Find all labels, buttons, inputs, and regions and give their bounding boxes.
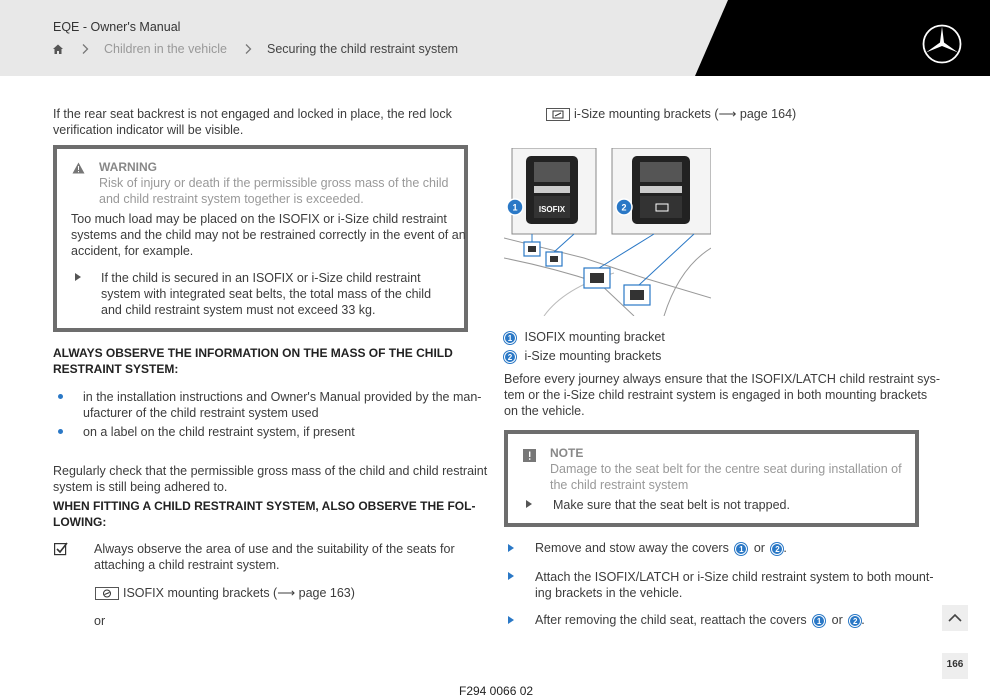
step-remove-covers: Remove and stow away the covers 1 or 2 . <box>535 541 787 555</box>
number-2-icon: 2 <box>849 615 861 627</box>
list-item: in the installation instructions and Owner's Manual provided by the man- ufacturer of the child restraint system used <box>83 390 482 420</box>
arrow-right-icon <box>508 616 514 624</box>
regular-check-text: Regularly check that the permissible gross mass of the child and child restraint system is still being adhered to. <box>53 464 488 494</box>
step-attach-system: Attach the ISOFIX/LATCH or i-Size child restraint system to both mount- ing brackets in the vehicle. <box>535 570 934 600</box>
bullet-dot-icon <box>58 394 63 399</box>
isofix-page-reference-link[interactable]: ISOFIX mounting brackets (⟶ page 163) <box>123 586 355 600</box>
chevron-right-icon <box>243 43 253 55</box>
page-number: 166 <box>946 659 964 670</box>
checkbox-checked-icon <box>54 542 68 559</box>
page-number-button[interactable] <box>942 653 968 679</box>
figure-code: F294 0066 02 <box>459 684 534 698</box>
isofix-figure-label: ISOFIX <box>538 205 566 214</box>
note-bullet: Make sure that the seat belt is not trapped. <box>553 498 790 512</box>
scroll-to-top-button[interactable] <box>942 605 968 631</box>
arrow-right-icon <box>508 544 514 552</box>
heading-fitting: WHEN FITTING A CHILD RESTRAINT SYSTEM, ALSO OBSERVE THE FOL- LOWING: <box>53 499 476 529</box>
legend-item-2: 2 i-Size mounting brackets <box>504 348 661 364</box>
warning-body: Too much load may be placed on the ISOFIX or i-Size child restraint systems and the child may not be restrained correctly in the event of an accident, for example. <box>71 212 466 258</box>
list-item: on a label on the child restraint system, if present <box>83 425 355 439</box>
number-2-icon: 2 <box>771 543 783 555</box>
isize-page-reference-link[interactable]: i-Size mounting brackets (⟶ page 164) <box>574 107 797 121</box>
note-title: NOTE <box>550 446 584 460</box>
note-exclamation-icon <box>523 449 536 465</box>
arrow-right-icon <box>526 500 532 508</box>
warning-title: WARNING <box>99 160 157 174</box>
heading-mass-info: ALWAYS OBSERVE THE INFORMATION ON THE MASS OF THE CHILD RESTRAINT SYSTEM: <box>53 346 453 376</box>
callout-2: 2 <box>621 202 627 213</box>
step-reattach-covers: After removing the child seat, reattach the covers 1 or 2 . <box>535 613 865 627</box>
number-2-icon: 2 <box>504 351 516 363</box>
home-icon[interactable] <box>52 43 64 55</box>
before-journey-text: Before every journey always ensure that the ISOFIX/LATCH child restraint sys- tem or the i-Size child restraint system is engaged in both mounting brackets on the vehicle. <box>504 372 941 418</box>
note-subtitle: Damage to the seat belt for the centre seat during installation of the child restraint system <box>550 462 902 492</box>
number-1-icon: 1 <box>735 543 747 555</box>
breadcrumb-link-children[interactable]: Children in the vehicle <box>104 42 227 56</box>
number-1-icon: 1 <box>504 332 516 344</box>
number-1-icon: 1 <box>813 615 825 627</box>
callout-1: 1 <box>512 202 518 213</box>
breadcrumb-current: Securing the child restraint system <box>267 42 459 56</box>
intro-text: If the rear seat backrest is not engaged and locked in place, the red lock verification indicator will be visible. <box>53 107 452 137</box>
or-text: or <box>94 614 106 628</box>
bullet-dot-icon <box>58 429 63 434</box>
breadcrumb <box>52 42 458 56</box>
check-item-text: Always observe the area of use and the suitability of the seats for attaching a child restraint system. <box>94 542 455 572</box>
warning-triangle-icon <box>72 162 85 177</box>
chevron-up-icon <box>948 612 962 626</box>
isofix-reference-icon <box>95 587 119 600</box>
arrow-right-icon <box>508 572 514 580</box>
legend-item-1: 1 ISOFIX mounting bracket <box>504 329 665 345</box>
isize-reference-icon <box>546 108 570 121</box>
warning-bullet: If the child is secured in an ISOFIX or i-Size child restraint system with integrated seat belts, the total mass of the child and child restraint system must not exceed 33 kg. <box>101 271 432 317</box>
arrow-right-icon <box>75 273 81 281</box>
manual-title: EQE - Owner's Manual <box>53 20 181 34</box>
mercedes-star-logo-icon[interactable] <box>921 23 963 65</box>
chevron-right-icon <box>80 43 90 55</box>
warning-subtitle: Risk of injury or death if the permissible gross mass of the child and child restraint system together is exceeded. <box>99 176 449 206</box>
isofix-mounting-illustration <box>504 148 711 316</box>
